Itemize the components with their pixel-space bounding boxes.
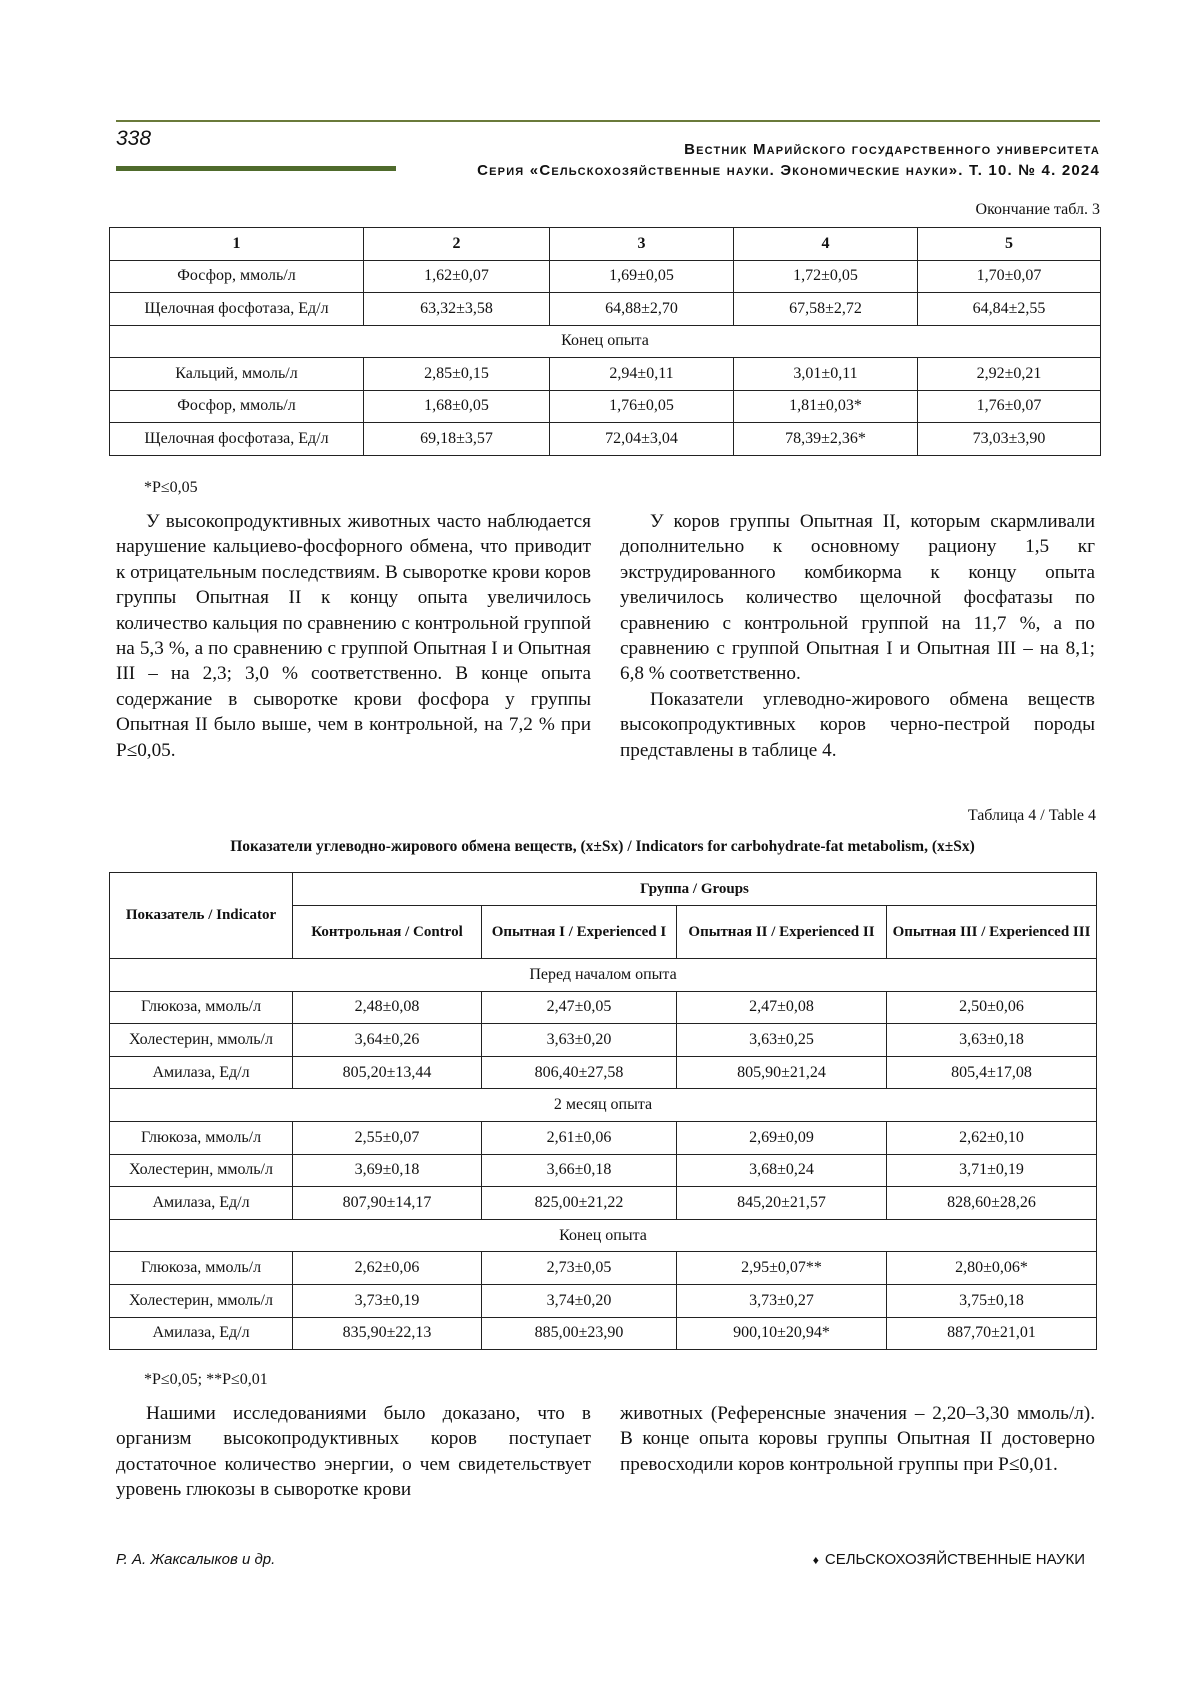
table4-group-col: Опытная III / Experienced III	[887, 906, 1097, 959]
table-cell: 73,03±3,90	[918, 423, 1101, 456]
journal-title-line2: Серия «Сельскохозяйственные науки. Экономические науки». Т. 10. № 4. 2024	[477, 162, 1100, 179]
paragraph: Показатели углеводно-жирового обмена веществ высокопродуктивных коров черно-пестрой породы представлены в таблице 4.	[620, 688, 1095, 761]
table-cell: 1,81±0,03*	[734, 390, 918, 423]
table-section-row	[110, 1089, 1097, 1122]
table-cell: 1,62±0,07	[364, 260, 550, 293]
table4-section-title: Конец опыта	[110, 1219, 1097, 1252]
table4-group-col: Опытная I / Experienced I	[482, 906, 677, 959]
table-row	[110, 1056, 1097, 1089]
text-column-left-2	[116, 1401, 591, 1503]
table4-group-col: Опытная II / Experienced II	[677, 906, 887, 959]
table-cell: 63,32±3,58	[364, 293, 550, 326]
table-cell: 900,10±20,94*	[677, 1317, 887, 1350]
table-cell: 1,69±0,05	[550, 260, 734, 293]
text-column-right-2	[620, 1401, 1095, 1477]
table-row	[110, 293, 1101, 326]
paragraph: животных (Референсные значения – 2,20–3,30 ммоль/л). В конце опыта коровы группы Опытная II достоверно превосходили коров контрольной группы при P≤0,01.	[620, 1403, 1095, 1475]
table3-header-cell: 5	[918, 228, 1101, 261]
journal-title-line1: Вестник Марийского государственного университета	[684, 141, 1100, 158]
table-cell: 2,95±0,07**	[677, 1252, 887, 1285]
table-cell: Глюкоза, ммоль/л	[110, 1121, 293, 1154]
table-cell: 3,73±0,27	[677, 1284, 887, 1317]
table-cell: 2,92±0,21	[918, 358, 1101, 391]
table-cell: Холестерин, ммоль/л	[110, 1284, 293, 1317]
table-cell: 805,4±17,08	[887, 1056, 1097, 1089]
table-cell: 2,47±0,05	[482, 991, 677, 1024]
table-cell: 887,70±21,01	[887, 1317, 1097, 1350]
table-cell: 1,72±0,05	[734, 260, 918, 293]
table-cell: 2,80±0,06*	[887, 1252, 1097, 1285]
table-cell: 3,66±0,18	[482, 1154, 677, 1187]
paragraph: У коров группы Опытная II, которым скармливали дополнительно к основному рациону 1,5 кг экструдированного комбикорма к концу опыта увеличилось количество щелочной фосфатазы по сравнению с контрольной группой на 11,7 %, а по сравнению с группой Опытная I и Опытная III – на 8,1; 6,8 % соответственно.	[620, 511, 1095, 685]
table3-section-title: Конец опыта	[110, 325, 1101, 358]
table-cell: 1,70±0,07	[918, 260, 1101, 293]
table-row	[110, 390, 1101, 423]
journal-title	[477, 139, 1100, 181]
table-cell: Фосфор, ммоль/л	[110, 260, 364, 293]
table-cell: Кальций, ммоль/л	[110, 358, 364, 391]
table-cell: 72,04±3,04	[550, 423, 734, 456]
footer-section-label: СЕЛЬСКОХОЗЯЙСТВЕННЫЕ НАУКИ	[824, 1551, 1085, 1568]
table-cell: 67,58±2,72	[734, 293, 918, 326]
table-cell: 3,73±0,19	[293, 1284, 482, 1317]
table4-section-title: 2 месяц опыта	[110, 1089, 1097, 1122]
table3-header-cell: 1	[110, 228, 364, 261]
table-cell: Амилаза, Ед/л	[110, 1317, 293, 1350]
table-cell: 64,84±2,55	[918, 293, 1101, 326]
table4-footnote: *P≤0,05; **P≤0,01	[144, 1371, 268, 1388]
text-column-left	[116, 509, 591, 763]
table-cell: 2,73±0,05	[482, 1252, 677, 1285]
text-column-right	[620, 509, 1095, 763]
table-cell: 2,50±0,06	[887, 991, 1097, 1024]
table-cell: 2,94±0,11	[550, 358, 734, 391]
table-cell: 3,01±0,11	[734, 358, 918, 391]
table4-label: Таблица 4 / Table 4	[967, 807, 1096, 824]
table-cell: 2,69±0,09	[677, 1121, 887, 1154]
header-rule	[116, 120, 1100, 122]
table-cell: 2,85±0,15	[364, 358, 550, 391]
table-cell: 3,68±0,24	[677, 1154, 887, 1187]
table-cell: Щелочная фосфотаза, Ед/л	[110, 293, 364, 326]
paragraph: У высокопродуктивных животных часто наблюдается нарушение кальциево-фосфорного обмена, что приводит к отрицательным последствиям. В сыворотке крови коров группы Опытная II к концу опыта увеличилось количество кальция по сравнению с контрольной группой на 5,3 %, а по сравнению с группой Опытная I и Опытная III – на 2,3; 3,0 % соответственно. В конце опыта содержание в сыворотке крови фосфора у группы Опытная II было выше, чем в контрольной, на 7,2 % при P≤0,05.	[116, 511, 591, 761]
table4-group-header: Группа / Groups	[293, 873, 1097, 906]
table-row	[110, 1317, 1097, 1350]
diamond-icon: ♦	[812, 1553, 819, 1567]
table-cell: Амилаза, Ед/л	[110, 1056, 293, 1089]
table3-header-cell: 4	[734, 228, 918, 261]
table-cell: 845,20±21,57	[677, 1187, 887, 1220]
footer-section	[813, 1551, 1085, 1568]
table-cell: Амилаза, Ед/л	[110, 1187, 293, 1220]
table-row	[110, 1187, 1097, 1220]
table-cell: 2,55±0,07	[293, 1121, 482, 1154]
table4-indicator-header: Показатель / Indicator	[110, 873, 293, 959]
table3-header-cell: 2	[364, 228, 550, 261]
table-cell: 2,47±0,08	[677, 991, 887, 1024]
table-cell: Холестерин, ммоль/л	[110, 1024, 293, 1057]
table-section-row	[110, 1219, 1097, 1252]
table-row	[110, 1121, 1097, 1154]
table3-header-row	[110, 228, 1101, 261]
table-cell: 3,63±0,18	[887, 1024, 1097, 1057]
table-cell: 828,60±28,26	[887, 1187, 1097, 1220]
table-row	[110, 1024, 1097, 1057]
table-cell: 3,63±0,25	[677, 1024, 887, 1057]
table-cell: 3,75±0,18	[887, 1284, 1097, 1317]
table-cell: 3,63±0,20	[482, 1024, 677, 1057]
table-row	[110, 991, 1097, 1024]
table-section-row	[110, 325, 1101, 358]
table-cell: 806,40±27,58	[482, 1056, 677, 1089]
header-accent-bar	[116, 166, 396, 171]
table-cell: Щелочная фосфотаза, Ед/л	[110, 423, 364, 456]
table-cell: 3,74±0,20	[482, 1284, 677, 1317]
table4-title: Показатели углеводно-жирового обмена веществ, (x±Sx) / Indicators for carbohydrate-fat metabolism, (x±Sx)	[230, 838, 975, 855]
table-row	[110, 1284, 1097, 1317]
paragraph: Нашими исследованиями было доказано, что в организм высокопродуктивных коров поступает достаточное количество энергии, о чем свидетельствует уровень глюкозы в сыворотке крови	[116, 1403, 591, 1501]
table-cell: 78,39±2,36*	[734, 423, 918, 456]
table-cell: Фосфор, ммоль/л	[110, 390, 364, 423]
table-cell: Глюкоза, ммоль/л	[110, 991, 293, 1024]
table-row	[110, 423, 1101, 456]
table3	[109, 227, 1101, 456]
table-cell: 885,00±23,90	[482, 1317, 677, 1350]
table-section-row	[110, 959, 1097, 992]
table-cell: 1,76±0,05	[550, 390, 734, 423]
table-row	[110, 260, 1101, 293]
table-cell: 3,69±0,18	[293, 1154, 482, 1187]
table4-section-title: Перед началом опыта	[110, 959, 1097, 992]
table-cell: 1,76±0,07	[918, 390, 1101, 423]
page-number: 338	[116, 127, 152, 150]
table-cell: 2,48±0,08	[293, 991, 482, 1024]
table4-header-row	[110, 873, 1097, 906]
table3-header-cell: 3	[550, 228, 734, 261]
table-cell: 3,71±0,19	[887, 1154, 1097, 1187]
footer-authors: Р. А. Жаксалыков и др.	[116, 1551, 276, 1568]
table-cell: Холестерин, ммоль/л	[110, 1154, 293, 1187]
table-cell: 835,90±22,13	[293, 1317, 482, 1350]
table-cell: 825,00±21,22	[482, 1187, 677, 1220]
table-row	[110, 1252, 1097, 1285]
table-cell: Глюкоза, ммоль/л	[110, 1252, 293, 1285]
table-cell: 2,62±0,06	[293, 1252, 482, 1285]
table-cell: 805,90±21,24	[677, 1056, 887, 1089]
table-cell: 69,18±3,57	[364, 423, 550, 456]
table-cell: 805,20±13,44	[293, 1056, 482, 1089]
table4-group-col: Контрольная / Control	[293, 906, 482, 959]
table-row	[110, 358, 1101, 391]
table-cell: 64,88±2,70	[550, 293, 734, 326]
table-cell: 807,90±14,17	[293, 1187, 482, 1220]
table-cell: 1,68±0,05	[364, 390, 550, 423]
table-cell: 3,64±0,26	[293, 1024, 482, 1057]
table-row	[110, 1154, 1097, 1187]
table3-footnote: *P≤0,05	[144, 479, 198, 496]
table-cell: 2,62±0,10	[887, 1121, 1097, 1154]
table4	[109, 872, 1097, 1350]
table-cell: 2,61±0,06	[482, 1121, 677, 1154]
table3-caption: Окончание табл. 3	[975, 201, 1100, 218]
